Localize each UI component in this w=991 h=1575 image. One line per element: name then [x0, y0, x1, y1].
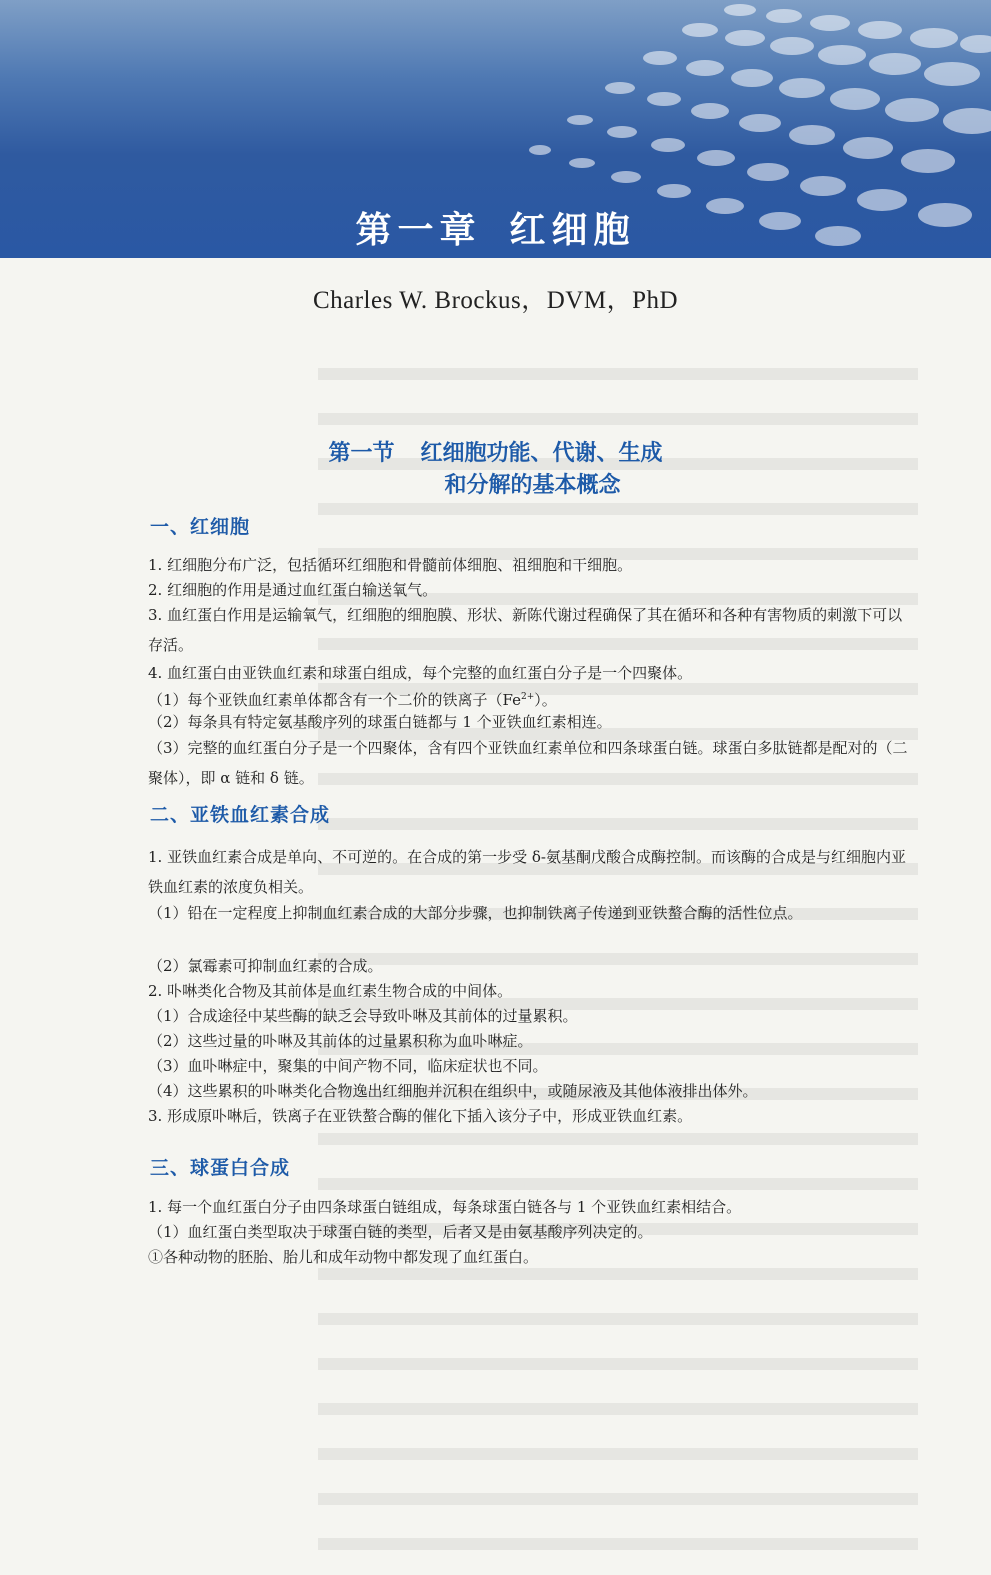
section-number: 第一节 [328, 441, 395, 466]
heading-red-cells: 一、红细胞 [150, 516, 251, 538]
chapter-title [0, 208, 991, 252]
paragraph: （1）血红蛋白类型取决于球蛋白链的类型，后者又是由氨基酸序列决定的。 [148, 1223, 653, 1241]
paragraph: （2）氯霉素可抑制血红素的合成。 [148, 957, 383, 975]
heading-heme-synthesis: 二、亚铁血红素合成 [150, 804, 331, 826]
paragraph: 4. 血红蛋白由亚铁血红素和球蛋白组成，每个完整的血红蛋白分子是一个四聚体。 [148, 664, 693, 682]
paragraph: 2. 卟啉类化合物及其前体是血红素生物合成的中间体。 [148, 982, 513, 1000]
paragraph: （1）铅在一定程度上抑制血红素合成的大部分步骤，也抑制铁离子传递到亚铁螯合酶的活性位点。 [148, 904, 803, 922]
paragraph: 2. 红细胞的作用是通过血红蛋白输送氧气。 [148, 581, 438, 599]
fe-text: （1）每个亚铁血红素单体都含有一个二价的铁离子（Fe [148, 691, 522, 709]
paragraph: 1. 亚铁血红素合成是单向、不可逆的。在合成的第一步受 δ-氨基酮戊酸合成酶控制。而该酶的合成是与红细胞内亚铁血红素的浓度负相关。 [148, 848, 906, 896]
paragraph: （1）合成途径中某些酶的缺乏会导致卟啉及其前体的过量累积。 [148, 1007, 578, 1025]
section-title-text: 红细胞功能、代谢、生成 [420, 441, 663, 466]
fe-end: ）。 [534, 691, 557, 709]
paragraph: （2）每条具有特定氨基酸序列的球蛋白链都与 1 个亚铁血红素相连。 [148, 713, 612, 731]
paragraph: （3）血卟啉症中，聚集的中间产物不同，临床症状也不同。 [148, 1057, 548, 1075]
paragraph: 1. 每一个血红蛋白分子由四条球蛋白链组成，每条球蛋白链各与 1 个亚铁血红素相结合。 [148, 1198, 742, 1216]
chapter-number: 第一章 [355, 209, 482, 251]
chapter-banner [0, 0, 991, 258]
section-title-line1 [0, 438, 991, 470]
paragraph: 1. 红细胞分布广泛，包括循环红细胞和骨髓前体细胞、祖细胞和干细胞。 [148, 556, 633, 574]
paragraph: （3）完整的血红蛋白分子是一个四聚体，含有四个亚铁血红素单位和四条球蛋白链。球蛋白多肽链都是配对的（二聚体），即 α 链和 δ 链。 [148, 739, 908, 787]
paragraph: ①各种动物的胚胎、胎儿和成年动物中都发现了血红蛋白。 [148, 1248, 539, 1266]
paragraph-fe [148, 686, 908, 711]
paragraph: 3. 形成原卟啉后，铁离子在亚铁螯合酶的催化下插入该分子中，形成亚铁血红素。 [148, 1107, 693, 1125]
chapter-name: 红细胞 [509, 209, 636, 251]
section-title-line2: 和分解的基本概念 [444, 473, 621, 498]
paragraph: （2）这些过量的卟啉及其前体的过量累积称为血卟啉症。 [148, 1032, 533, 1050]
author-line: Charles W. Brockus，DVM，PhD [312, 287, 679, 314]
paragraph: 3. 血红蛋白作用是运输氧气，红细胞的细胞膜、形状、新陈代谢过程确保了其在循环和各种有害物质的刺激下可以存活。 [148, 606, 903, 654]
paragraph: （4）这些累积的卟啉类化合物逸出红细胞并沉积在组织中，或随尿液及其他体液排出体外。 [148, 1082, 758, 1100]
fe-charge: 2+ [521, 692, 535, 702]
heading-globin-synthesis: 三、球蛋白合成 [150, 1157, 291, 1179]
